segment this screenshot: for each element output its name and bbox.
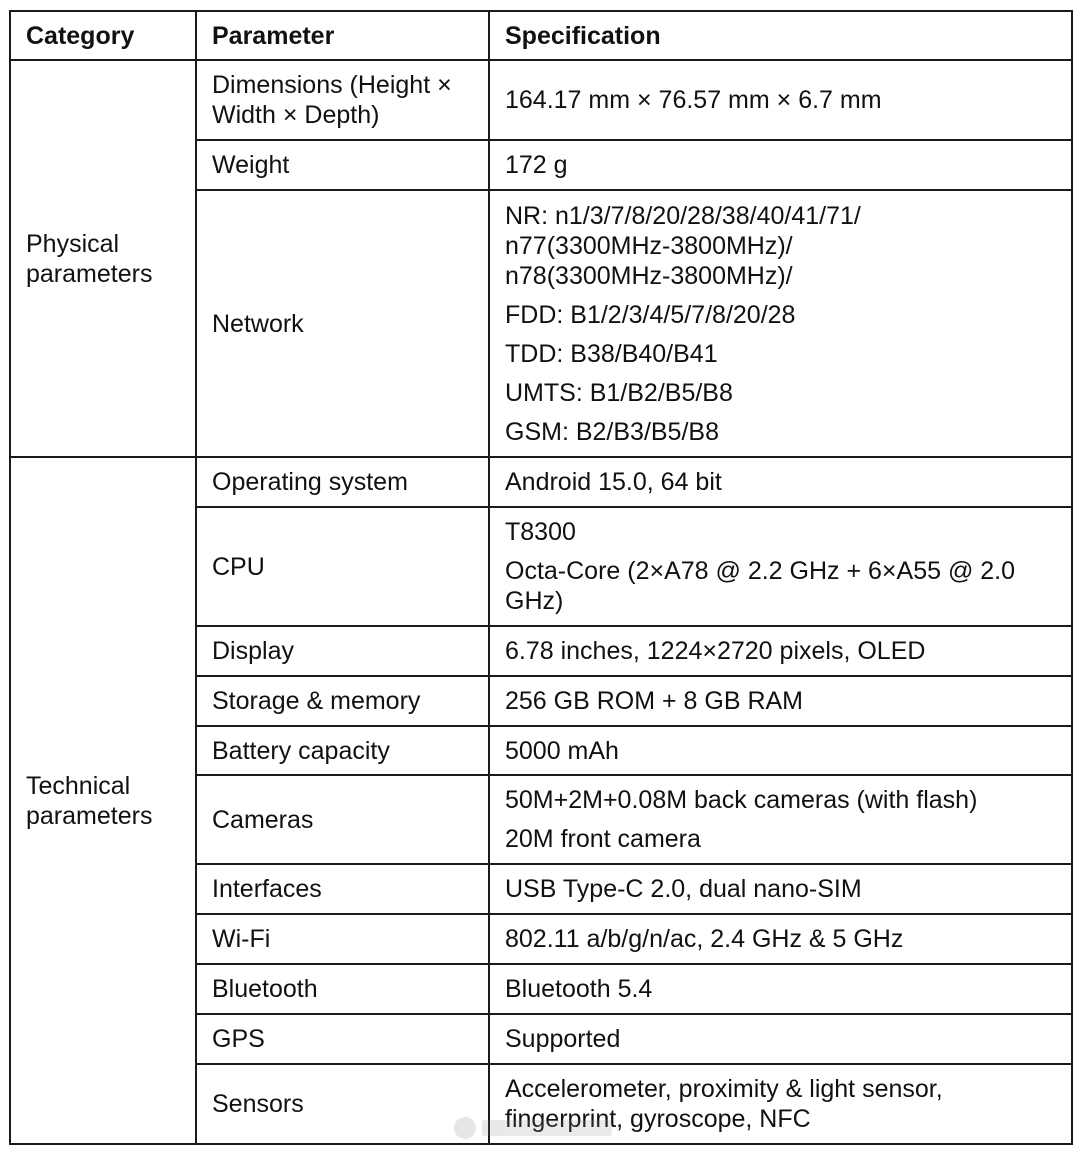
param-weight: Weight [196, 140, 489, 190]
spec-line: Android 15.0, 64 bit [505, 468, 722, 496]
spec-line: T8300 [505, 518, 576, 546]
param-cpu: CPU [196, 507, 489, 626]
param-wifi: Wi-Fi [196, 914, 489, 964]
spec-line: 256 GB ROM + 8 GB RAM [505, 687, 804, 715]
spec-line: 5000 mAh [505, 736, 619, 765]
watermark-logo-icon [454, 1117, 476, 1139]
header-row [10, 11, 1072, 60]
spec-line: 164.17 mm × 76.57 mm × 6.7 mm [505, 86, 882, 114]
spec-line: 20M front camera [505, 825, 701, 853]
param-os: Operating system [196, 457, 489, 507]
table-row [10, 60, 1072, 140]
spec-weight [489, 140, 1072, 190]
header-specification: Specification [489, 11, 1072, 60]
spec-line: 6.78 inches, 1224×2720 pixels, OLED [505, 637, 926, 665]
spec-network [489, 190, 1072, 457]
spec-cameras [489, 775, 1072, 864]
spec-line: 172 g [505, 151, 568, 179]
spec-line: UMTS: B1/B2/B5/B8 [505, 378, 733, 407]
spec-line: 50M+2M+0.08M back cameras (with flash) [505, 786, 978, 814]
spec-line: Octa-Core (2×A78 @ 2.2 GHz + 6×A55 @ 2.0 GHz) [505, 557, 1016, 615]
header-parameter: Parameter [196, 11, 489, 60]
param-gps: GPS [196, 1014, 489, 1064]
spec-bluetooth [489, 964, 1072, 1014]
spec-line: Accelerometer, proximity & light sensor, fingerprint, gyroscope, NFC [505, 1075, 943, 1133]
spec-line: FDD: B1/2/3/4/5/7/8/20/28 [505, 300, 796, 329]
watermark [454, 1112, 624, 1144]
spec-line: GSM: B2/B3/B5/B8 [505, 417, 719, 446]
table-row [10, 457, 1072, 507]
spec-line: 802.11 a/b/g/n/ac, 2.4 GHz & 5 GHz [505, 925, 904, 953]
category-physical: Physical parameters [10, 60, 196, 457]
spec-wifi [489, 914, 1072, 964]
param-storage: Storage & memory [196, 676, 489, 726]
category-technical: Technical parameters [10, 457, 196, 1144]
param-cameras: Cameras [196, 775, 489, 864]
param-dimensions: Dimensions (Height × Width × Depth) [196, 60, 489, 140]
spec-line: TDD: B38/B40/B41 [505, 339, 718, 368]
spec-dimensions [489, 60, 1072, 140]
spec-battery [489, 726, 1072, 775]
spec-line: USB Type-C 2.0, dual nano-SIM [505, 875, 862, 903]
spec-interfaces [489, 864, 1072, 914]
header-category: Category [10, 11, 196, 60]
param-bluetooth: Bluetooth [196, 964, 489, 1014]
param-display: Display [196, 626, 489, 676]
spec-os [489, 457, 1072, 507]
spec-line: Supported [505, 1025, 621, 1053]
spec-cpu [489, 507, 1072, 626]
spec-line: NR: n1/3/7/8/20/28/38/40/41/71/ n77(3300MHz-3800MHz)/ n78(3300MHz-3800MHz)/ [505, 201, 861, 290]
spec-gps [489, 1014, 1072, 1064]
param-network: Network [196, 190, 489, 457]
spec-storage [489, 676, 1072, 726]
param-battery: Battery capacity [196, 726, 489, 775]
spec-table [9, 10, 1073, 1145]
spec-display [489, 626, 1072, 676]
spec-line: Bluetooth 5.4 [505, 975, 653, 1003]
param-interfaces: Interfaces [196, 864, 489, 914]
watermark-mark [482, 1120, 612, 1136]
param-sensors: Sensors [196, 1064, 489, 1144]
